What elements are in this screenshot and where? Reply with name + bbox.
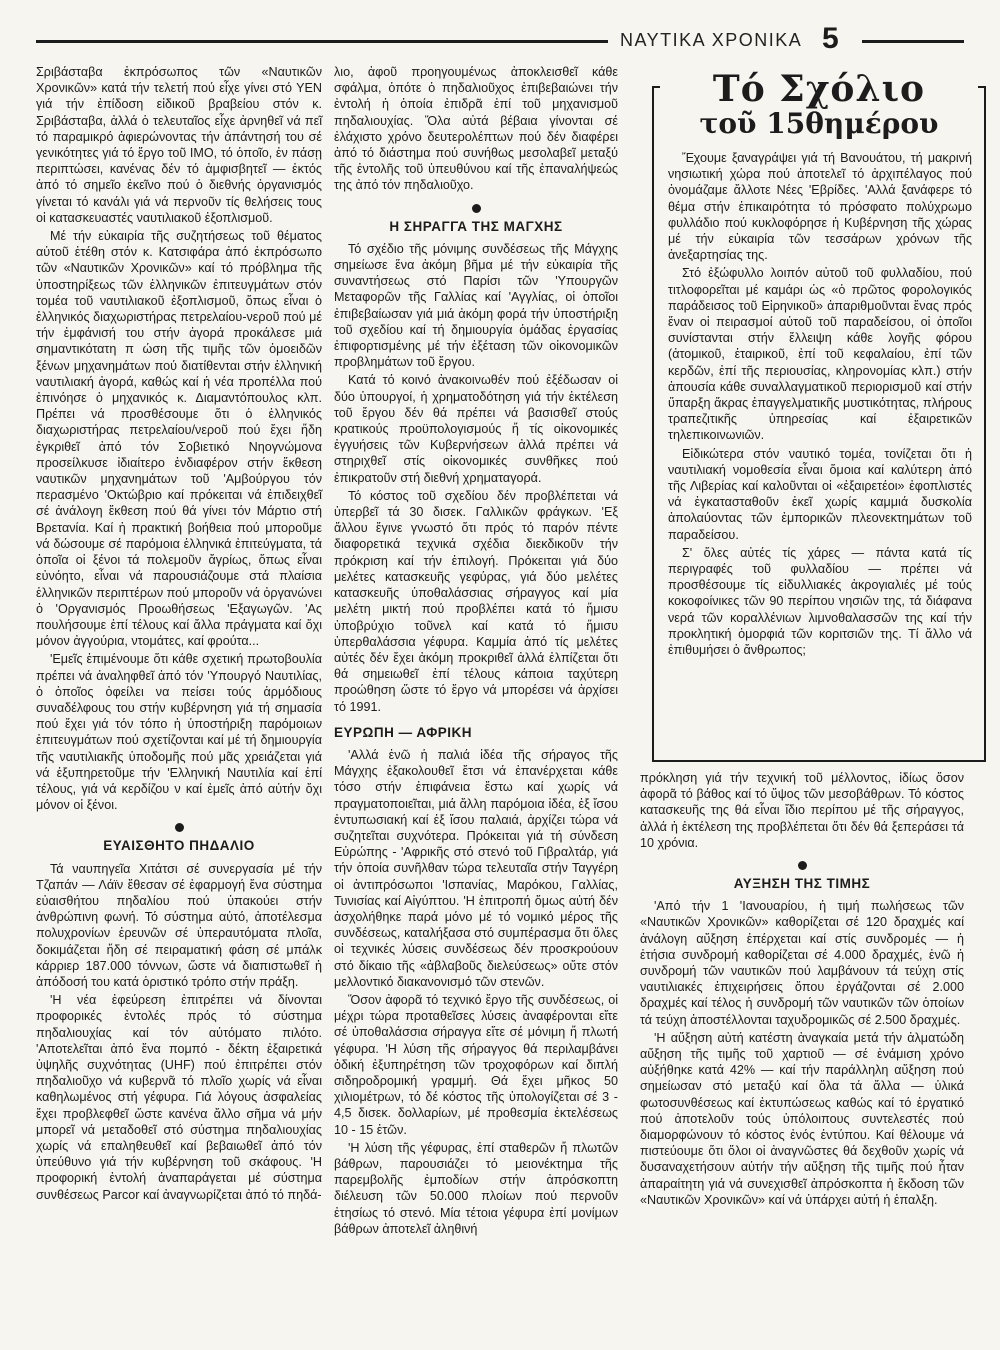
editorial-paragraph: Σ' ὅλες αὐτές τίς χάρες — πάντα κατά τίς περιγραφές τοῦ φυλλαδίου — πρέπει νά προσθέσουμε τίς εἰδυλλιακές ἀκρογιαλιές μέ τούς κοκοφοίνικες τῶν 90 περίπου νησιῶν της, τά διάφανα νερά τῶν κοραλλένιων λιμνοθαλασσῶν της καί τήν προκλητική ὀμορφιά τῶν κοριτσιῶν της. Τί ἄλλο νά ἐπιθυμήσει ὁ ἄνθρωπος; — [668, 545, 972, 658]
article-paragraph: 'Αλλά ἐνῶ ἡ παλιά ἰδέα τῆς σήραγος τῆς Μάγχης ἐξακολουθεῖ ἔτσι νά ἐπανέρχεται κάθε τόσο στήν ἐπιφάνεια ἔστω καί χωρίς νά πραγματοποιεῖται, μιά ἄλλη παρόμοια ἰδέα, ἐξ ἴσου ἐντυπωσιακή καί ἐξ ἴσου παλαιά, ἀρχίζει τώρα νά συζητεῖται συχνότερα. Πρόκειται γιά τή σύνδεση Εὐρώπης - 'Αφρικῆς στό στενό τοῦ Γιβραλτάρ, γιά τήν ὁποία συνῆλθαν τώρα τελευταῖα στήν Ταγγέρη οἱ ἀντιπρόσωποι 'Ισπανίας, Μαρόκου, Γαλλίας, Τυνισίας καί Αἰγύπτου. 'Η ἐπιτροπή ὅμως αὐτή δέν ἀσχολήθηκε παρά μόνο μέ τό νομικό μέρος τῆς συνδέσεως, καταλήξασα στό συμπέρασμα ὅτι ὅλες οἱ τεχνικές λύσεις συνδέσεως δέν προσκρούουν στό δίκαιο τῆς «ἀβλαβοῦς διελεύσεως» οὔτε στόν μελλοντικό διακανονισμό τῶν στενῶν. — [334, 747, 618, 989]
article-paragraph: Τό κόστος τοῦ σχεδίου δέν προβλέπεται νά ὑπερβεῖ τά 30 δισεκ. Γαλλικῶν φράγκων. 'Εξ ἄλλου ἔγινε γνωστό ὅτι πρός τό παρόν πέντε διαφορετικά τεχνικά σχέδια διεκδικοῦν τήν πρόκριση καί τήν ἐπιλογή. Πρόκειται γιά δύο μελέτες κατασκευῆς γεφύρας, γιά δύο μελέτες κατασκευῆς ὑποθαλάσσιας σήραγγος καί μία μελέτη μικτή πού προβλέπει κατά τό ἥμισυ ὑποβρύχιο τοῦνελ καί κατά τό ἥμισυ ὑπερθαλάσσια γέφυρα. Καμμία ἀπό τίς μελέτες αὐτές δέν ἔχει ἀκόμη προκριθεῖ ἀλλά ἐλπίζεται ὅτι θά σημειωθεῖ ἐπί τέλους κάποια ταχύτερη προώθηση ὥστε τό ἔργο νά μπορέσει νά ἀρχίσει τό 1991. — [334, 488, 618, 714]
article-paragraph: 'Από τήν 1 'Ιανουαρίου, ἡ τιμή πωλήσεως τῶν «Ναυτικῶν Χρονικῶν» καθορίζεται σέ 120 δραχμές καί ἀνάλογη αὔξηση ἐπέρχεται καί στίς συνδρομές — ἡ ἐτήσια συνδρομή καθορίζεται σέ 4.000 δραχμές, ἐνῶ ἡ συνδρομή τῶν ναυτικῶν πού λαμβάνουν τά τεύχη στίς ναυτιλιακές ἐπιχειρήσεις ὅπου ἐργάζονται σέ 2.000 δραχμές καί τέλος ἡ συνδρομή τῶν ναυτικῶν τῶν ὁποίων τά τεύχη ἀποστέλλονται ταχυδρομικῶς σέ 2.500 δραχμές. — [640, 899, 964, 1027]
editorial-title-line-1: Τό Σχόλιο — [712, 68, 926, 110]
section-title-sensitive-rudder: ΕΥΑΙΣΘΗΤΟ ΠΗΔΑΛΙΟ — [103, 838, 255, 854]
page-number: 5 — [822, 22, 839, 55]
editorial-body — [668, 150, 972, 660]
article-paragraph: Σριβάσταβα ἐκπρόσωπος τῶν «Ναυτικῶν Χρονικῶν» κατά τήν τελετή πού εἶχε γίνει στό ΥΕΝ γιά τήν ἐπίδοση εἰδικοῦ βραβείου στόν κ. Σριβάσταβα, ἀλλά ὁ τελευταῖος εἶχε ἀρνηθεῖ νά πεῖ τό παραμικρό ἀφιερώνοντας τήν ἀπάντησή του σέ γενικότητες γιά τό ἔργο τοῦ ΙΜΟ, τό ὁποῖο, ἐν πάσῃ περιπτώσει, κανένας δέν τό ἀμφισβητεῖ — ἐκτός ἀπό τό σημεῖο ἐκεῖνο πού ὁ διεθνής ὀργανισμός γίνεται τό κανάλι γιά νά περνοῦν τίς θελήσεις τους οἱ κατασκευαστές ναυτιλιακοῦ ἐξοπλισμοῦ. — [36, 65, 322, 225]
editorial-paragraph: Ἔχουμε ξαναγράψει γιά τή Βανουάτου, τή μακρινή νησιωτική χώρα πού ἀποτελεῖ τό ἀρχιπέλαγος πού ὀνομάζαμε ἄλλοτε Νέες 'Εβρίδες. 'Αλλά ξανάφερε τό θέμα στήν ἐπικαιρότητα τό πρόσφατο πολύχρωμο φυλλάδιο πού κυκλοφόρησε ἡ Κυβέρνηση τῆς χώρας μέ τήν εὐκαιρία τῶν τεσσάρων χρόνων τῆς ἀνεξαρτησίας της. — [668, 151, 972, 263]
article-paragraph: πρόκληση γιά τήν τεχνική τοῦ μέλλοντος, ἰδίως ὅσον ἀφορᾶ τό βάθος καί τό ὕψος τῶν μεσοβάθρων. Τό κόστος κατασκευῆς της θά εἶναι ἴδιο περίπου μέ τῆς σήραγγος, ἀλλά ἡ ἐκτέλεση της προβλέπεται ὅτι δέν θά ξεπεράσει τά 10 χρόνια. — [640, 771, 964, 850]
article-paragraph: Τά ναυπηγεῖα Χιτάτσι σέ συνεργασία μέ τήν Τζαπάν — Λάϊν ἔθεσαν σέ ἐφαρμογή ἕνα σύστημα εὐαισθήτου πηδαλίου πού ὑπακούει στήν ἀνθρώπινη φωνή. Τό σύστημα αὐτό, ἀποτέλεσμα πολυχρονίων ἐρευνῶν σέ ὑπεραυτόματα πλοῖα, δοκιμάζεται ἤδη σέ πειραματική φάση σέ μπάλκ κάρριερ 187.000 τόννων, ὥστε νά διαπιστωθεῖ ἡ ἀπόδοσή του κατά ὁριστικό τρόπο στήν πράξη. — [36, 861, 322, 989]
column-3 — [640, 770, 964, 1210]
column-1 — [36, 64, 322, 1205]
article-paragraph: Ὅσον ἀφορᾶ τό τεχνικό ἔργο τῆς συνδέσεως, οἱ μέχρι τώρα προταθεῖσες λύσεις ἀναφέρονται εἴτε σέ ὑποθαλάσσια σήραγγα εἴτε σέ μόνιμη ἤ πλωτή γέφυρα. 'Η λύση τῆς σήραγγος θά περιλαμβάνει ὁδική ἐξυπηρέτηση τῶν τροχοφόρων καί διπλή σιδηροδρομική γραμμή. Θά ἔχει μῆκος 50 χιλιομέτρων, τό δέ κόστος τῆς ὑπολογίζεται σέ 3 - 4,5 δισεκ. δολλαρίων, μέ προθεσμία ἐκτελέσεως 10 - 15 ἐτῶν. — [334, 992, 618, 1137]
editorial-title — [660, 70, 978, 140]
section-bullet-icon — [798, 861, 807, 870]
article-paragraph: λιο, ἀφοῦ προηγουμένως ἀποκλεισθεῖ κάθε σφάλμα, ὁπότε ὁ πηδαλιοῦχος ἐπιβεβαιώνει τήν ἐντολή ἡ ὁποία ἐπιδρᾶ ἐπί τοῦ μηχανισμοῦ πηδαλιουχίας. Ὅλα αὐτά βέβαια γίνονται σέ ἐλάχιστο χρόνο δευτερολέπτων πού δέν διαφέρει ἀπό τό διάστημα πού συνήθως μεσολαβεῖ μεταξύ τῆς ἐντολῆς τοῦ ὑπευθύνου καί τῆς ἐπαναλήψεώς της ἀπό τόν πηδαλιοῦχο. — [334, 65, 618, 193]
column-2 — [334, 64, 618, 1239]
article-paragraph: 'Εμεῖς ἐπιμένουμε ὅτι κάθε σχετική πρωτοβουλία πρέπει νά ἀναληφθεῖ ἀπό τόν 'Υπουργό Ναυτιλίας, ὁ ὁποῖος ὀφείλει να πείσει τούς ἁρμόδιους συναδέλφους του στήν κυβέρνηση γιά τή σημασία πού ἔχει γιά τόν τόπο ἡ ὑποστήριξη παρόμοιων ἐπιτευγμάτων πού σχετίζονται καί μέ τή δημιουργία τῆς ναυτιλιακῆς ὑποδομῆς πού μᾶς χρειάζεται γιά νά ἐξυπηρετοῦμε τήν 'Ελληνική Ναυτιλία καί ἐπί τέλους, γιά νά κερδίζου ν καί ἐμεῖς ἀπό αὐτήν ὄχι μόνον οἱ ξένοι. — [36, 652, 322, 813]
article-paragraph: 'Η λύση τῆς γέφυρας, ἐπί σταθερῶν ἤ πλωτῶν βάθρων, παρουσιάζει τό μειονέκτημα τῆς παρεμβολῆς ἐμποδίων στήν ἀπρόσκοπτη διέλευση τῶν 50.000 πλοίων πού περνοῦν ἐτησίως τό στενό. Μία τέτοια γέφυρα ἐπί μονίμων βάθρων ἀποτελεῖ ἀληθινή — [334, 1140, 618, 1236]
section-title-channel-tunnel: Η ΣΗΡΑΓΓΑ ΤΗΣ ΜΑΓΧΗΣ — [389, 218, 563, 234]
editorial-paragraph: Εἰδικώτερα στόν ναυτικό τομέα, τονίζεται ὅτι ἡ ναυτιλιακή νομοθεσία εἶναι ὅμοια καί καλύτερη ἀπό τῆς Λιβερίας καί καλοῦνται οἱ «ἐξαιρετέοι» ἐφοπλιστές νά ἐγκατασταθοῦν ἐκεῖ χωρίς καμμιά δυσκολία ἀπολαύοντας τῶν ἐμπορικῶν πλεονεκτημάτων τοῦ παραδείσου. — [668, 446, 972, 542]
article-paragraph: 'Η νέα ἐφεύρεση ἐπιτρέπει νά δίνονται προφορικές ἐντολές πρός τό σύστημα πηδαλιουχίας καί τόν αὐτόματο πιλότο. 'Αποτελεῖται ἀπό ἕνα πομπό - δέκτη ἐξαιρετικά ὑψηλῆς συχνότητας (UHF) πού ἐπιτρέπει στόν πηδαλιοῦχο νά κυβερνᾶ τό πλοῖο χωρίς νά εἶναι καθηλωμένος στή γέφυρα. Γιά λόγους ἀσφαλείας ἔχει προβλεφθεῖ ὥστε κανένα ἄλλο σῆμα νά μήν μπορεῖ νά μεταδοθεῖ στό σύστημα πηδαλιουχίας χωρίς νά επαληθευθεῖ καί βεβαιωθεῖ ἀπό τόν ὑπεύθυνο γιά τήν κυβέρνηση τοῦ σκάφους. 'Η προφορική ἐντολή ἀναπαράγεται μέ σύστημα συνθέσεως Parcor καί ἀναγνωρίζεται ἀπό τό πηδά- — [36, 993, 322, 1202]
editorial-title-line-2: τοῦ 15θημέρου — [699, 107, 939, 140]
editorial-paragraph: Στό ἐξώφυλλο λοιπόν αὐτοῦ τοῦ φυλλαδίου, πού τιτλοφορεῖται μέ καμάρι ὡς «ὁ πρῶτος φορολογικός παράδεισος τοῦ Εἰρηνικοῦ» ἀπαριθμοῦνται ἕνας πρός ἕναν οἱ πειρασμοί αὐτοῦ τοῦ παραδείσου, οἱ ὁποῖοι συνίστανται στήν ἔλλειψη κάθε λογῆς φόρου (ἀτομικοῦ, ἑταιρικοῦ, ἐπί τοῦ κεφαλαίου, ἐπί τῶν κερδῶν, ἐπί τῆς περιουσίας, κληρονομίας κλπ.) στήν ἀπουσία κάθε συναλλαγματικοῦ περιορισμοῦ καί στήν ὕπαρξη ἄκρας ἐπαγγελματικῆς μυστικότητας, πλήρους τραπεζιτικῆς ὑπηρεσίας καί ἐξαιρετικῶν τηλεπικοινωνιῶν. — [668, 266, 972, 443]
publication-name: ΝΑΥΤΙΚΑ ΧΡΟΝΙΚΑ — [620, 30, 803, 50]
section-bullet-icon — [472, 204, 481, 213]
header-rule-right — [862, 40, 964, 43]
section-title-europe-africa: ΕΥΡΩΠΗ — ΑΦΡΙΚΗ — [334, 724, 473, 740]
section-title-price-increase: ΑΥΞΗΣΗ ΤΗΣ ΤΙΜΗΣ — [733, 876, 871, 892]
section-bullet-icon — [175, 823, 184, 832]
header-rule-left — [36, 40, 608, 43]
article-paragraph: Κατά τό κοινό ἀνακοινωθέν πού ἐξέδωσαν οἱ δύο ὑπουργοί, ἡ χρηματοδότηση γιά τήν ἐκτέλεση τοῦ ἔργου δέν θά πρέπει νά βασισθεῖ στούς κρατικούς προϋπολογισμούς ἤ τίς οἰκονομικές ἐγγυήσεις τῶν Κυβερνήσεων ἀλλά πρέπει νά στηριχθεῖ στίς οἰκονομικές συνθῆκες πού ἐπικρατοῦν στή διεθνή χρηματαγορά. — [334, 373, 618, 485]
article-paragraph: Τό σχέδιο τῆς μόνιμης συνδέσεως τῆς Μάγχης σημείωσε ἕνα ἀκόμη βῆμα μέ τήν εὐκαιρία τῆς συναντήσεως στό Παρίσι τῶν 'Υπουργῶν Μεταφορῶν τῆς Γαλλίας καί 'Αγγλίας, οἱ ὁποῖοι ἐπιβεβαίωσαν γιά μιά ἀκόμη φορά τήν ὑποστήριξη τοῦ σχεδίου καί τή δημιουργία ὁμάδας ἐργασίας ἐπιφορτισμένης μέ τήν ἐξέταση τῶν οἰκονομικῶν προβλημάτων τοῦ ἔργου. — [334, 241, 618, 370]
article-paragraph: Μέ τήν εὐκαιρία τῆς συζητήσεως τοῦ θέματος αὐτοῦ ἐτέθη στόν κ. Κατσιφάρα ἀπό ἐκπρόσωπο τῶν «Ναυτικῶν Χρονικῶν» καί τό πρόβλημα τῆς ὑποστηρίξεως τῶν ἑλληνικῶν ἐπιτευγμάτων στόν τομέα τοῦ ναυτιλιακοῦ ἐξοπλισμοῦ, ὅπως εἶναι ὁ ἑλληνικός διαχωριστήρας πετρελαίου-νεροῦ πού μέ τήν ἐμφάνισή του στήν ἀγορά προκάλεσε μιά σημαντικότατη π ώση τῆς τιμῆς τῶν ὁμοειδῶν ξένων μηχανημάτων πού διατίθενται στήν ἑλληνική ναυτιλιακή ἀγορά, καθώς καί ἡ νέα προπέλλα πού ἐπινόησε ὁ μηχανικός κ. Διαμαντόπουλος κλπ. Πρέπει νά προσθέσουμε ὅτι ὁ ἑλληνικός διαχωριστήρας πετρελαίου/νεροῦ πού ἔχει ἤδη ἐγκριθεῖ ἀπό τόν Σοβιετικό Νηογνώμονα προσείλκυσε ἰδιαίτερο ἐνδιαφέρον στήν ἔκθεση ναυτικῶν μηχανημάτων τοῦ 'Αμβούργου τόν περασμένο 'Οκτώβριο καί πρόκειται νά ἐπιδειχθεῖ σέ ἀνάλογη ἔκθεση πού θά γίνει τόν Μάρτιο στή Βρετανία. Καί ἡ πρακτική βοήθεια πού μποροῦμε νά δώσουμε σέ παρόμοια ἑλληνικά ἐπιτεύγματα, τά ὁποῖα οἱ ξένοι τά πολεμοῦν ἄγρίως, ὅπως εἶναι εὐνόητο, εἶναι νά παρουσιάζουμε στά πλαίσια ἑλληνικῶν περιπτέρων πού μποροῦν νά ὀργανώνει ὁ 'Οργανισμός Προωθήσεως 'Εξαγωγῶν. 'Ας πουλήσουμε ἐπί τέλους καί ἄλλα πράγματα καί ὄχι μόνον ἀγγούρια, ντομάτες, καί φρούτα... — [36, 229, 322, 649]
article-paragraph: 'Η αὔξηση αὐτή κατέστη ἀναγκαία μετά τήν ἀλματώδη αὔξηση τῆς τιμῆς τοῦ χαρτιοῦ — σέ ἐνάμιση χρόνο αὐξήθηκε κατά 42% — καί τήν παράλληλη αὔξηση πού σημείωσαν στό μεταξύ καί ὅλα τά ἄλλα — ὑλικά φωτοσυνθέσεως καί ἐκτυπώσεως καθώς καί τό ἐργατικό πού ἀποτελοῦν τούς ὑπόλοιπους συντελεστές πού διαμορφώνουν τό κόστος ἐνός ἐντύπου. Καί θέλουμε νά πιστεύουμε ὅτι ὅλοι οἱ ἀναγνῶστες θά δεχθοῦν χωρίς νά δυσαναχετήσουν αὐτήν τήν αὔξηση τῆς τιμῆς πού ἦταν ἀπαραίτητη γιά νά συνεχισθεῖ ἀπρόσκοπτα ἡ ἔκδοση τῶν «Ναυτικῶν Χρονικῶν» καί νά ὑπάρχει αὐτή ἡ ἐπαλξη. — [640, 1030, 964, 1207]
